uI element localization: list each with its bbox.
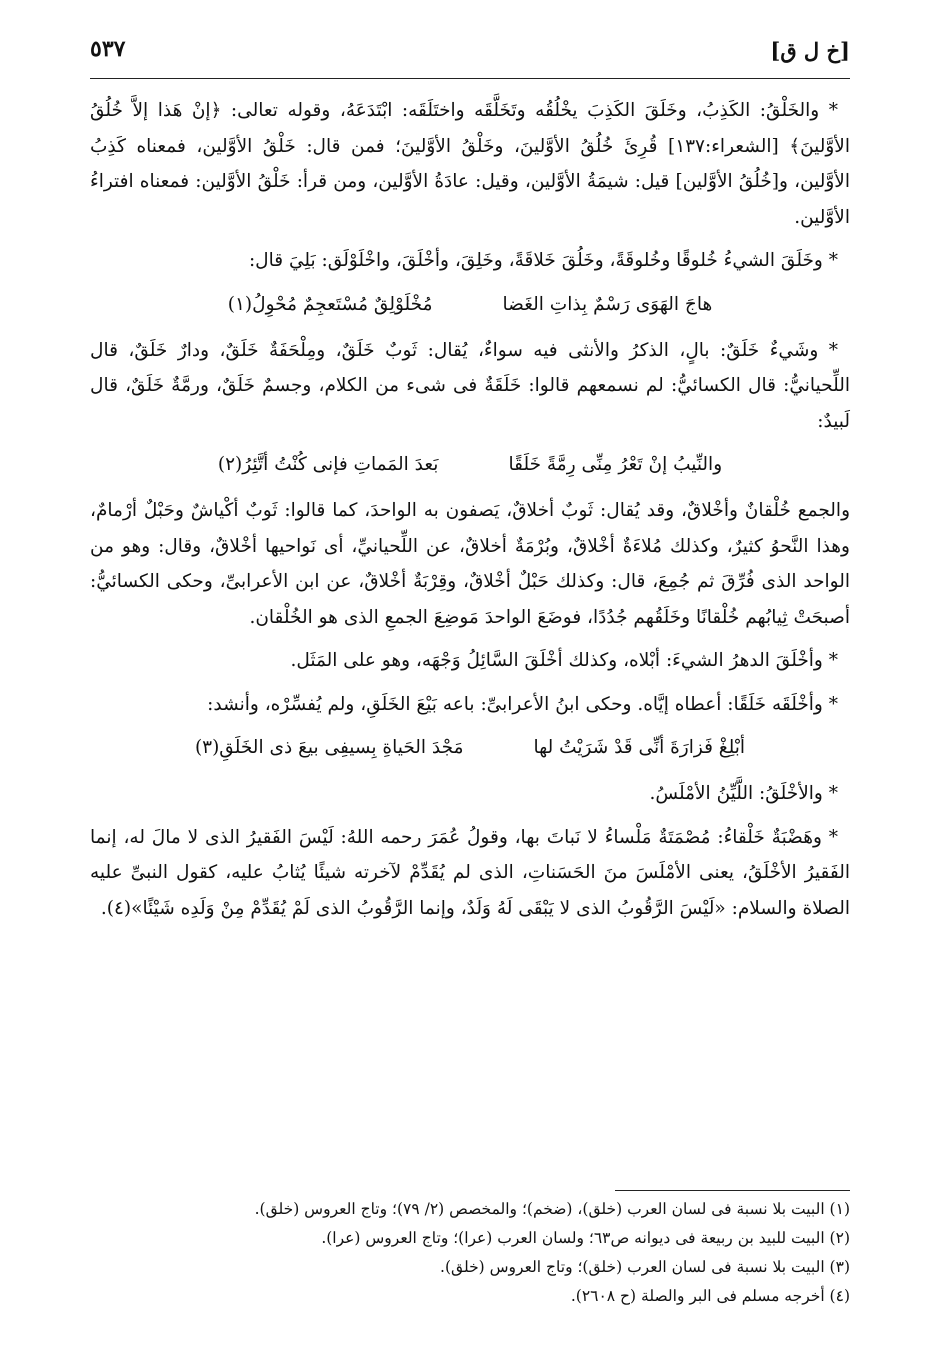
footnote-divider [615, 1190, 850, 1191]
footnote-4: (٤) أخرجه مسلم فى البر والصلة (ح ٢٦٠٨). [570, 1287, 850, 1305]
footnote-3: (٣) البيت بلا نسبة فى لسان العرب (خلق)؛ وتاج العروس (خلق). [440, 1258, 850, 1276]
paragraph-hadba-khalqa: * وهَضْبَةٌ خَلْقاءُ: مُصْمَتَةٌ مَلْساءُ لا نَباتَ بها، وقولُ عُمَرَ رحمه اللهُ: لَيْسَ الفَقيرُ الذى لا مالَ له، إنما الفَقيرُ الأخْلَقُ، يعنى الأمْلَسَ منَ الحَسَناتِ، الذى لم يُقَدِّمْ لآخرته شيئًا يُثابُ عليه، كقول النبىِّ عليه الصلاة والسلام: «لَيْسَ الرَّقُوبُ الذى لا يَبْقَى لَهُ وَلَدٌ، وإنما الرَّقُوبُ الذى لَمْ يُقَدِّمْ مِنْ وَلَدِه شَيْئًا»(٤). [90, 826, 850, 919]
paragraph-plural: والجمع خُلْقانٌ وأخْلاقٌ، وقد يُقال: ثَوبٌ أخلاقٌ، يَصفون به الواحدَ، كما قالوا: ثَوبٌ أكْياشٌ وحَبْلٌ أرْمامٌ، وهذا النَّحوُ كثيرٌ، وكذلك مُلاءَةٌ أخْلاقٌ، وبُرْمَةٌ أخلاقٌ، عن اللِّحيانيِّ، أى نَواحيها أخْلاقٌ، وقال: وهو من الواحد الذى فُرِّقَ ثم جُمِعَ، قال: وكذلك حَبْلٌ أخْلاقٌ، وقِرْبَةٌ أخْلاقٌ، عن ابن الأعرابىِّ، وحكى الكسائيُّ: أصبحَتْ ثِيابُهم خُلْقانًا وخَلَقُهم جُدُدًا، فوضَعَ الواحدَ مَوضِعَ الجمعِ الذى هو الخُلْقان. [90, 500, 850, 628]
verse-2-first-hemistich: والنِّيبُ إنْ تَعْرُ مِنِّى رِمَّةً خَلَقًا [508, 454, 723, 475]
root-label: [خ ل ق] [770, 38, 850, 63]
verse-3-second-hemistich: مَجْدَ الحَياةِ بِسيفِى بيعَ ذى الخَلَقِ(٣) [194, 737, 464, 758]
verse-2 [90, 447, 850, 483]
footnote-1: (١) البيت بلا نسبة فى لسان العرب (خلق)، (ضخم)؛ والمخصص (٢/ ٧٩)؛ وتاج العروس (خلق). [254, 1200, 850, 1218]
verse-1-second-hemistich: مُخْلَوْلِقٌ مُسْتَعجِمٌ مُحْوِلُ(١) [227, 293, 433, 315]
paragraph-akhlaqahu: * وأخْلَقَه خَلَقًا: أعطاه إيَّاه. وحكى ابنُ الأعرابىِّ: باعه بَيْعَ الخَلَقِ، ولم يُفسِّرْه، وأنشد: [207, 693, 838, 715]
footnote-2: (٢) البيت للبيد بن ربيعة فى ديوانه ص٦٣؛ ولسان العرب (عرا)؛ وتاج العروس (عرا). [321, 1229, 850, 1247]
verse-1-first-hemistich: هاجَ الهَوَى رَسْمٌ بِذاتِ الغَضا [502, 293, 713, 315]
footnotes [90, 1190, 850, 1311]
paragraph-khalq-lie: * والخَلْقُ: الكَذِبُ، وخَلَقَ الكَذِبَ يخْلُقُه وتَخَلَّقَه واختَلَقَه: ابْتَدَعَهُ، وقوله تعالى: ﴿إنْ هَذا إلاَّ خُلُقُ الأوَّلينَ﴾ [الشعراء:١٣٧] قُرِئَ خُلُقُ الأوَّلينَ، وخَلْقُ الأوَّلينَ؛ فمن قال: خَلْقُ الأوَّلين، فمعناه كَذِبُ الأوَّلين، و[خُلُقُ الأوَّلين] قيل: شيمَةُ الأوَّلين، وقيل: عادَةُ الأوَّلين، ومن قرأ: خَلْقُ الأوَّلين: فمعناه افتراءُ الأوَّلين. [90, 100, 850, 228]
paragraph-akhlaq-smooth: * والأخْلَقُ: اللَّيِّنُ الأمْلَسُ. [649, 783, 838, 804]
verse-3-first-hemistich: أبْلِغْ فَزارَةَ أنِّى قَدْ شَرَيْتُ لها [533, 737, 746, 758]
paragraph-akhlaqa-dahr: * وأخْلَقَ الدهرُ الشيءَ: أبْلاه، وكذلك أخْلَقَ السَّائِلُ وَجْهَه، وهو على المَثَل. [290, 650, 838, 671]
page-number: ٥٣٧ [90, 36, 126, 62]
paragraph-khalaqa-wear: * وخَلَقَ الشيءُ خُلوقًا وخُلوقَةً، وخَلُقَ خَلاقَةً، وخَلِقَ، وأخْلَقَ، واخْلَوْلَق: بَلِيَ قال: [248, 250, 838, 271]
verse-1 [90, 287, 850, 323]
dictionary-page [90, 30, 850, 934]
paragraph-khalaq-worn: * وشَيءٌ خَلَقٌ: بالٍ، الذكرُ والأنثى فيه سواءٌ، يُقال: ثَوبٌ خَلَقٌ، ومِلْحَفَةٌ خَلَقٌ، ودارٌ خَلَقٌ، قال اللِّحيانيُّ: قال الكسائيُّ: لم نسمعهم قالوا: خَلَقَةٌ فى شىء من الكلام، وجسمٌ خَلَقٌ، ورمَّةٌ خَلَقٌ، قال لَبيدٌ: [90, 339, 850, 432]
entry-body [90, 93, 850, 926]
verse-2-second-hemistich: بَعدَ المَماتِ فإنى كُنْتُ أتَّئِرُ(٢) [217, 454, 439, 475]
verse-3 [90, 730, 850, 766]
page-header [90, 30, 850, 79]
